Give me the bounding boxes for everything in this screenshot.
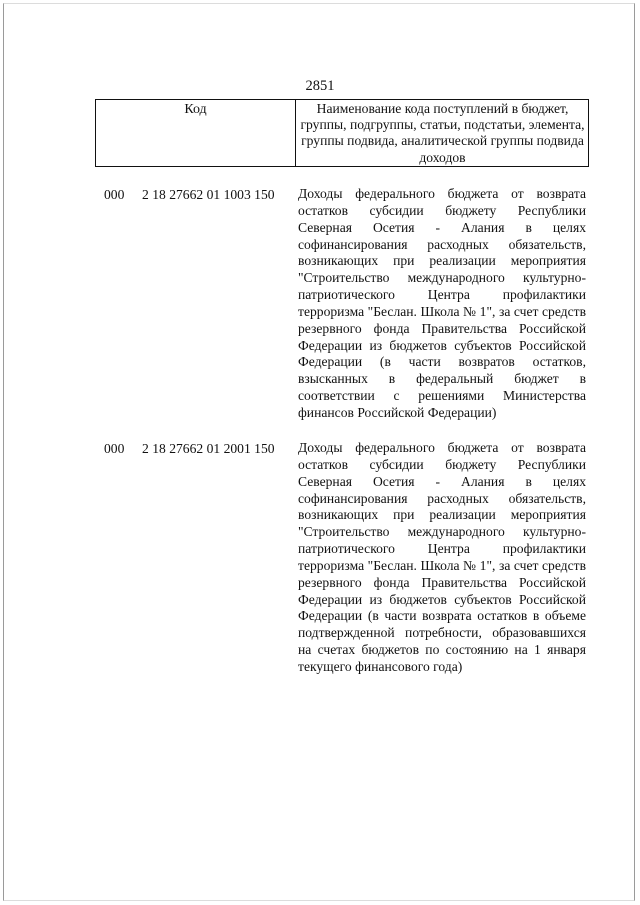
page-number: 2851 — [305, 78, 335, 94]
entry-revenue-code: 2 18 27662 01 1003 150 — [142, 187, 275, 202]
entry-revenue-code: 2 18 27662 01 2001 150 — [142, 441, 275, 456]
entry-description: Доходы федерального бюджета от возврата остатков субсидии бюджету Республики Северная Осетия - Алания в целях софинансирования расходных обязательств, возникающих при реализации мероприятия "Строительство международного культурно-патриотического Центра профилактики терроризма "Беслан. Школа № 1", за счет средств резервного фонда Правительства Российской Федерации из бюджетов субъектов Российской Федерации (в части возвратов остатков, взысканных в федеральный бюджет в соответствии с решениями Министерства финансов Российской Федерации) — [298, 186, 586, 420]
entry-description: Доходы федерального бюджета от возврата остатков субсидии бюджету Республики Северная Осетия - Алания в целях софинансирования расходных обязательств, возникающих при реализации мероприятия "Строительство международного культурно-патриотического Центра профилактики терроризма "Беслан. Школа № 1", за счет средств резервного фонда Правительства Российской Федерации из бюджетов субъектов Российской Федерации (в части возврата остатков в объеме подтвержденной потребности, образовавшихся на счетах бюджетов по состоянию на 1 января текущего финансового года) — [298, 440, 586, 674]
header-code-label: Код — [184, 102, 207, 117]
entry-admin-code: 000 — [104, 441, 125, 456]
header-name-label: Наименование кода поступлений в бюджет, группы, подгруппы, статьи, подстатьи, элемента, группы подвида, аналитической группы подвида доходов — [300, 101, 585, 165]
table-header — [95, 99, 589, 167]
entry-admin-code: 000 — [104, 187, 125, 202]
header-column-divider — [295, 100, 296, 166]
